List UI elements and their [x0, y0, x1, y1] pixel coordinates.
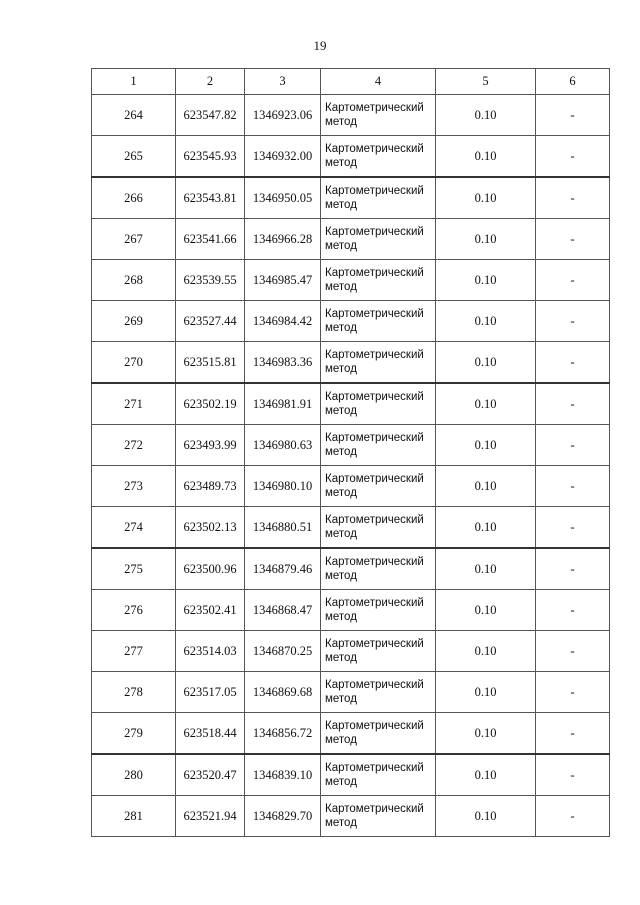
extra-cell: - [536, 796, 610, 837]
y-coordinate-cell: 1346983.36 [245, 342, 321, 384]
extra-cell: - [536, 219, 610, 260]
accuracy-cell: 0.10 [436, 548, 536, 590]
y-coordinate-cell: 1346950.05 [245, 177, 321, 219]
method-line-2: метод [325, 487, 357, 499]
x-coordinate-cell: 623547.82 [176, 95, 245, 136]
method-line-2: метод [325, 281, 357, 293]
x-coordinate-cell: 623541.66 [176, 219, 245, 260]
table-header-row [92, 69, 610, 95]
method-line-2: метод [325, 693, 357, 705]
point-number-cell: 274 [92, 507, 176, 549]
accuracy-cell: 0.10 [436, 796, 536, 837]
method-line-2: метод [325, 528, 357, 540]
point-number-cell: 271 [92, 383, 176, 425]
accuracy-cell: 0.10 [436, 631, 536, 672]
accuracy-cell: 0.10 [436, 95, 536, 136]
method-line-2: метод [325, 116, 357, 128]
table-row [92, 95, 610, 136]
extra-cell: - [536, 507, 610, 549]
method-line-2: метод [325, 776, 357, 788]
point-number-cell: 279 [92, 713, 176, 755]
y-coordinate-cell: 1346869.68 [245, 672, 321, 713]
table-row [92, 425, 610, 466]
accuracy-cell: 0.10 [436, 136, 536, 178]
point-number-cell: 266 [92, 177, 176, 219]
point-number-cell: 264 [92, 95, 176, 136]
x-coordinate-cell: 623518.44 [176, 713, 245, 755]
x-coordinate-cell: 623502.13 [176, 507, 245, 549]
extra-cell: - [536, 136, 610, 178]
extra-cell: - [536, 590, 610, 631]
method-cell [321, 219, 436, 260]
y-coordinate-cell: 1346870.25 [245, 631, 321, 672]
extra-cell: - [536, 177, 610, 219]
extra-cell: - [536, 548, 610, 590]
table-row [92, 631, 610, 672]
y-coordinate-cell: 1346980.63 [245, 425, 321, 466]
table-body [92, 95, 610, 837]
accuracy-cell: 0.10 [436, 754, 536, 796]
table-row [92, 260, 610, 301]
column-header: 6 [536, 69, 610, 95]
method-line-2: метод [325, 363, 357, 375]
table-row [92, 383, 610, 425]
method-cell [321, 590, 436, 631]
method-cell [321, 754, 436, 796]
accuracy-cell: 0.10 [436, 425, 536, 466]
method-cell [321, 631, 436, 672]
y-coordinate-cell: 1346856.72 [245, 713, 321, 755]
method-line-2: метод [325, 611, 357, 623]
x-coordinate-cell: 623493.99 [176, 425, 245, 466]
accuracy-cell: 0.10 [436, 383, 536, 425]
x-coordinate-cell: 623515.81 [176, 342, 245, 384]
column-header: 2 [176, 69, 245, 95]
method-cell [321, 713, 436, 755]
table-row [92, 796, 610, 837]
extra-cell: - [536, 672, 610, 713]
extra-cell: - [536, 301, 610, 342]
method-line-2: метод [325, 570, 357, 582]
table-row [92, 713, 610, 755]
table-row [92, 590, 610, 631]
method-line-1: Картометрический [325, 185, 424, 197]
column-header: 5 [436, 69, 536, 95]
method-line-1: Картометрический [325, 267, 424, 279]
point-number-cell: 280 [92, 754, 176, 796]
y-coordinate-cell: 1346868.47 [245, 590, 321, 631]
extra-cell: - [536, 754, 610, 796]
point-number-cell: 267 [92, 219, 176, 260]
accuracy-cell: 0.10 [436, 672, 536, 713]
method-cell [321, 672, 436, 713]
x-coordinate-cell: 623489.73 [176, 466, 245, 507]
table-row [92, 177, 610, 219]
accuracy-cell: 0.10 [436, 507, 536, 549]
method-cell [321, 342, 436, 384]
method-cell [321, 548, 436, 590]
extra-cell: - [536, 466, 610, 507]
accuracy-cell: 0.10 [436, 713, 536, 755]
accuracy-cell: 0.10 [436, 301, 536, 342]
point-number-cell: 268 [92, 260, 176, 301]
method-line-1: Картометрический [325, 473, 424, 485]
table-row [92, 672, 610, 713]
x-coordinate-cell: 623520.47 [176, 754, 245, 796]
x-coordinate-cell: 623517.05 [176, 672, 245, 713]
method-cell [321, 383, 436, 425]
x-coordinate-cell: 623502.19 [176, 383, 245, 425]
extra-cell: - [536, 342, 610, 384]
extra-cell: - [536, 383, 610, 425]
method-line-2: метод [325, 817, 357, 829]
coordinates-table [91, 68, 610, 837]
method-line-1: Картометрический [325, 432, 424, 444]
table-row [92, 219, 610, 260]
method-cell [321, 260, 436, 301]
method-line-1: Картометрический [325, 679, 424, 691]
y-coordinate-cell: 1346980.10 [245, 466, 321, 507]
point-number-cell: 270 [92, 342, 176, 384]
table-row [92, 548, 610, 590]
table-row [92, 301, 610, 342]
method-cell [321, 301, 436, 342]
extra-cell: - [536, 260, 610, 301]
method-line-2: метод [325, 157, 357, 169]
method-line-1: Картометрический [325, 556, 424, 568]
method-line-2: метод [325, 199, 357, 211]
x-coordinate-cell: 623539.55 [176, 260, 245, 301]
method-line-1: Картометрический [325, 143, 424, 155]
accuracy-cell: 0.10 [436, 260, 536, 301]
method-cell [321, 796, 436, 837]
method-line-2: метод [325, 652, 357, 664]
method-cell [321, 466, 436, 507]
method-line-2: метод [325, 322, 357, 334]
method-line-1: Картометрический [325, 514, 424, 526]
y-coordinate-cell: 1346923.06 [245, 95, 321, 136]
method-cell [321, 425, 436, 466]
method-line-1: Картометрический [325, 762, 424, 774]
accuracy-cell: 0.10 [436, 342, 536, 384]
x-coordinate-cell: 623500.96 [176, 548, 245, 590]
table-row [92, 466, 610, 507]
method-line-1: Картометрический [325, 308, 424, 320]
extra-cell: - [536, 631, 610, 672]
column-header: 4 [321, 69, 436, 95]
table-row [92, 754, 610, 796]
y-coordinate-cell: 1346932.00 [245, 136, 321, 178]
y-coordinate-cell: 1346839.10 [245, 754, 321, 796]
point-number-cell: 278 [92, 672, 176, 713]
extra-cell: - [536, 95, 610, 136]
extra-cell: - [536, 425, 610, 466]
column-header: 3 [245, 69, 321, 95]
accuracy-cell: 0.10 [436, 219, 536, 260]
table-row [92, 507, 610, 549]
method-cell [321, 136, 436, 178]
method-cell [321, 507, 436, 549]
method-line-2: метод [325, 446, 357, 458]
point-number-cell: 272 [92, 425, 176, 466]
point-number-cell: 281 [92, 796, 176, 837]
x-coordinate-cell: 623521.94 [176, 796, 245, 837]
method-line-1: Картометрический [325, 102, 424, 114]
table-row [92, 342, 610, 384]
table-row [92, 136, 610, 178]
column-header: 1 [92, 69, 176, 95]
x-coordinate-cell: 623527.44 [176, 301, 245, 342]
method-line-1: Картометрический [325, 349, 424, 361]
y-coordinate-cell: 1346984.42 [245, 301, 321, 342]
method-cell [321, 95, 436, 136]
point-number-cell: 276 [92, 590, 176, 631]
accuracy-cell: 0.10 [436, 590, 536, 631]
y-coordinate-cell: 1346880.51 [245, 507, 321, 549]
y-coordinate-cell: 1346829.70 [245, 796, 321, 837]
method-line-2: метод [325, 240, 357, 252]
x-coordinate-cell: 623545.93 [176, 136, 245, 178]
method-line-1: Картометрический [325, 391, 424, 403]
point-number-cell: 273 [92, 466, 176, 507]
extra-cell: - [536, 713, 610, 755]
method-line-2: метод [325, 405, 357, 417]
x-coordinate-cell: 623514.03 [176, 631, 245, 672]
point-number-cell: 275 [92, 548, 176, 590]
x-coordinate-cell: 623502.41 [176, 590, 245, 631]
page-number: 19 [313, 38, 327, 53]
method-line-1: Картометрический [325, 597, 424, 609]
accuracy-cell: 0.10 [436, 177, 536, 219]
method-line-1: Картометрический [325, 803, 424, 815]
point-number-cell: 269 [92, 301, 176, 342]
point-number-cell: 265 [92, 136, 176, 178]
method-line-1: Картометрический [325, 720, 424, 732]
y-coordinate-cell: 1346985.47 [245, 260, 321, 301]
point-number-cell: 277 [92, 631, 176, 672]
x-coordinate-cell: 623543.81 [176, 177, 245, 219]
y-coordinate-cell: 1346981.91 [245, 383, 321, 425]
accuracy-cell: 0.10 [436, 466, 536, 507]
method-line-1: Картометрический [325, 226, 424, 238]
method-line-2: метод [325, 734, 357, 746]
y-coordinate-cell: 1346966.28 [245, 219, 321, 260]
method-line-1: Картометрический [325, 638, 424, 650]
y-coordinate-cell: 1346879.46 [245, 548, 321, 590]
method-cell [321, 177, 436, 219]
